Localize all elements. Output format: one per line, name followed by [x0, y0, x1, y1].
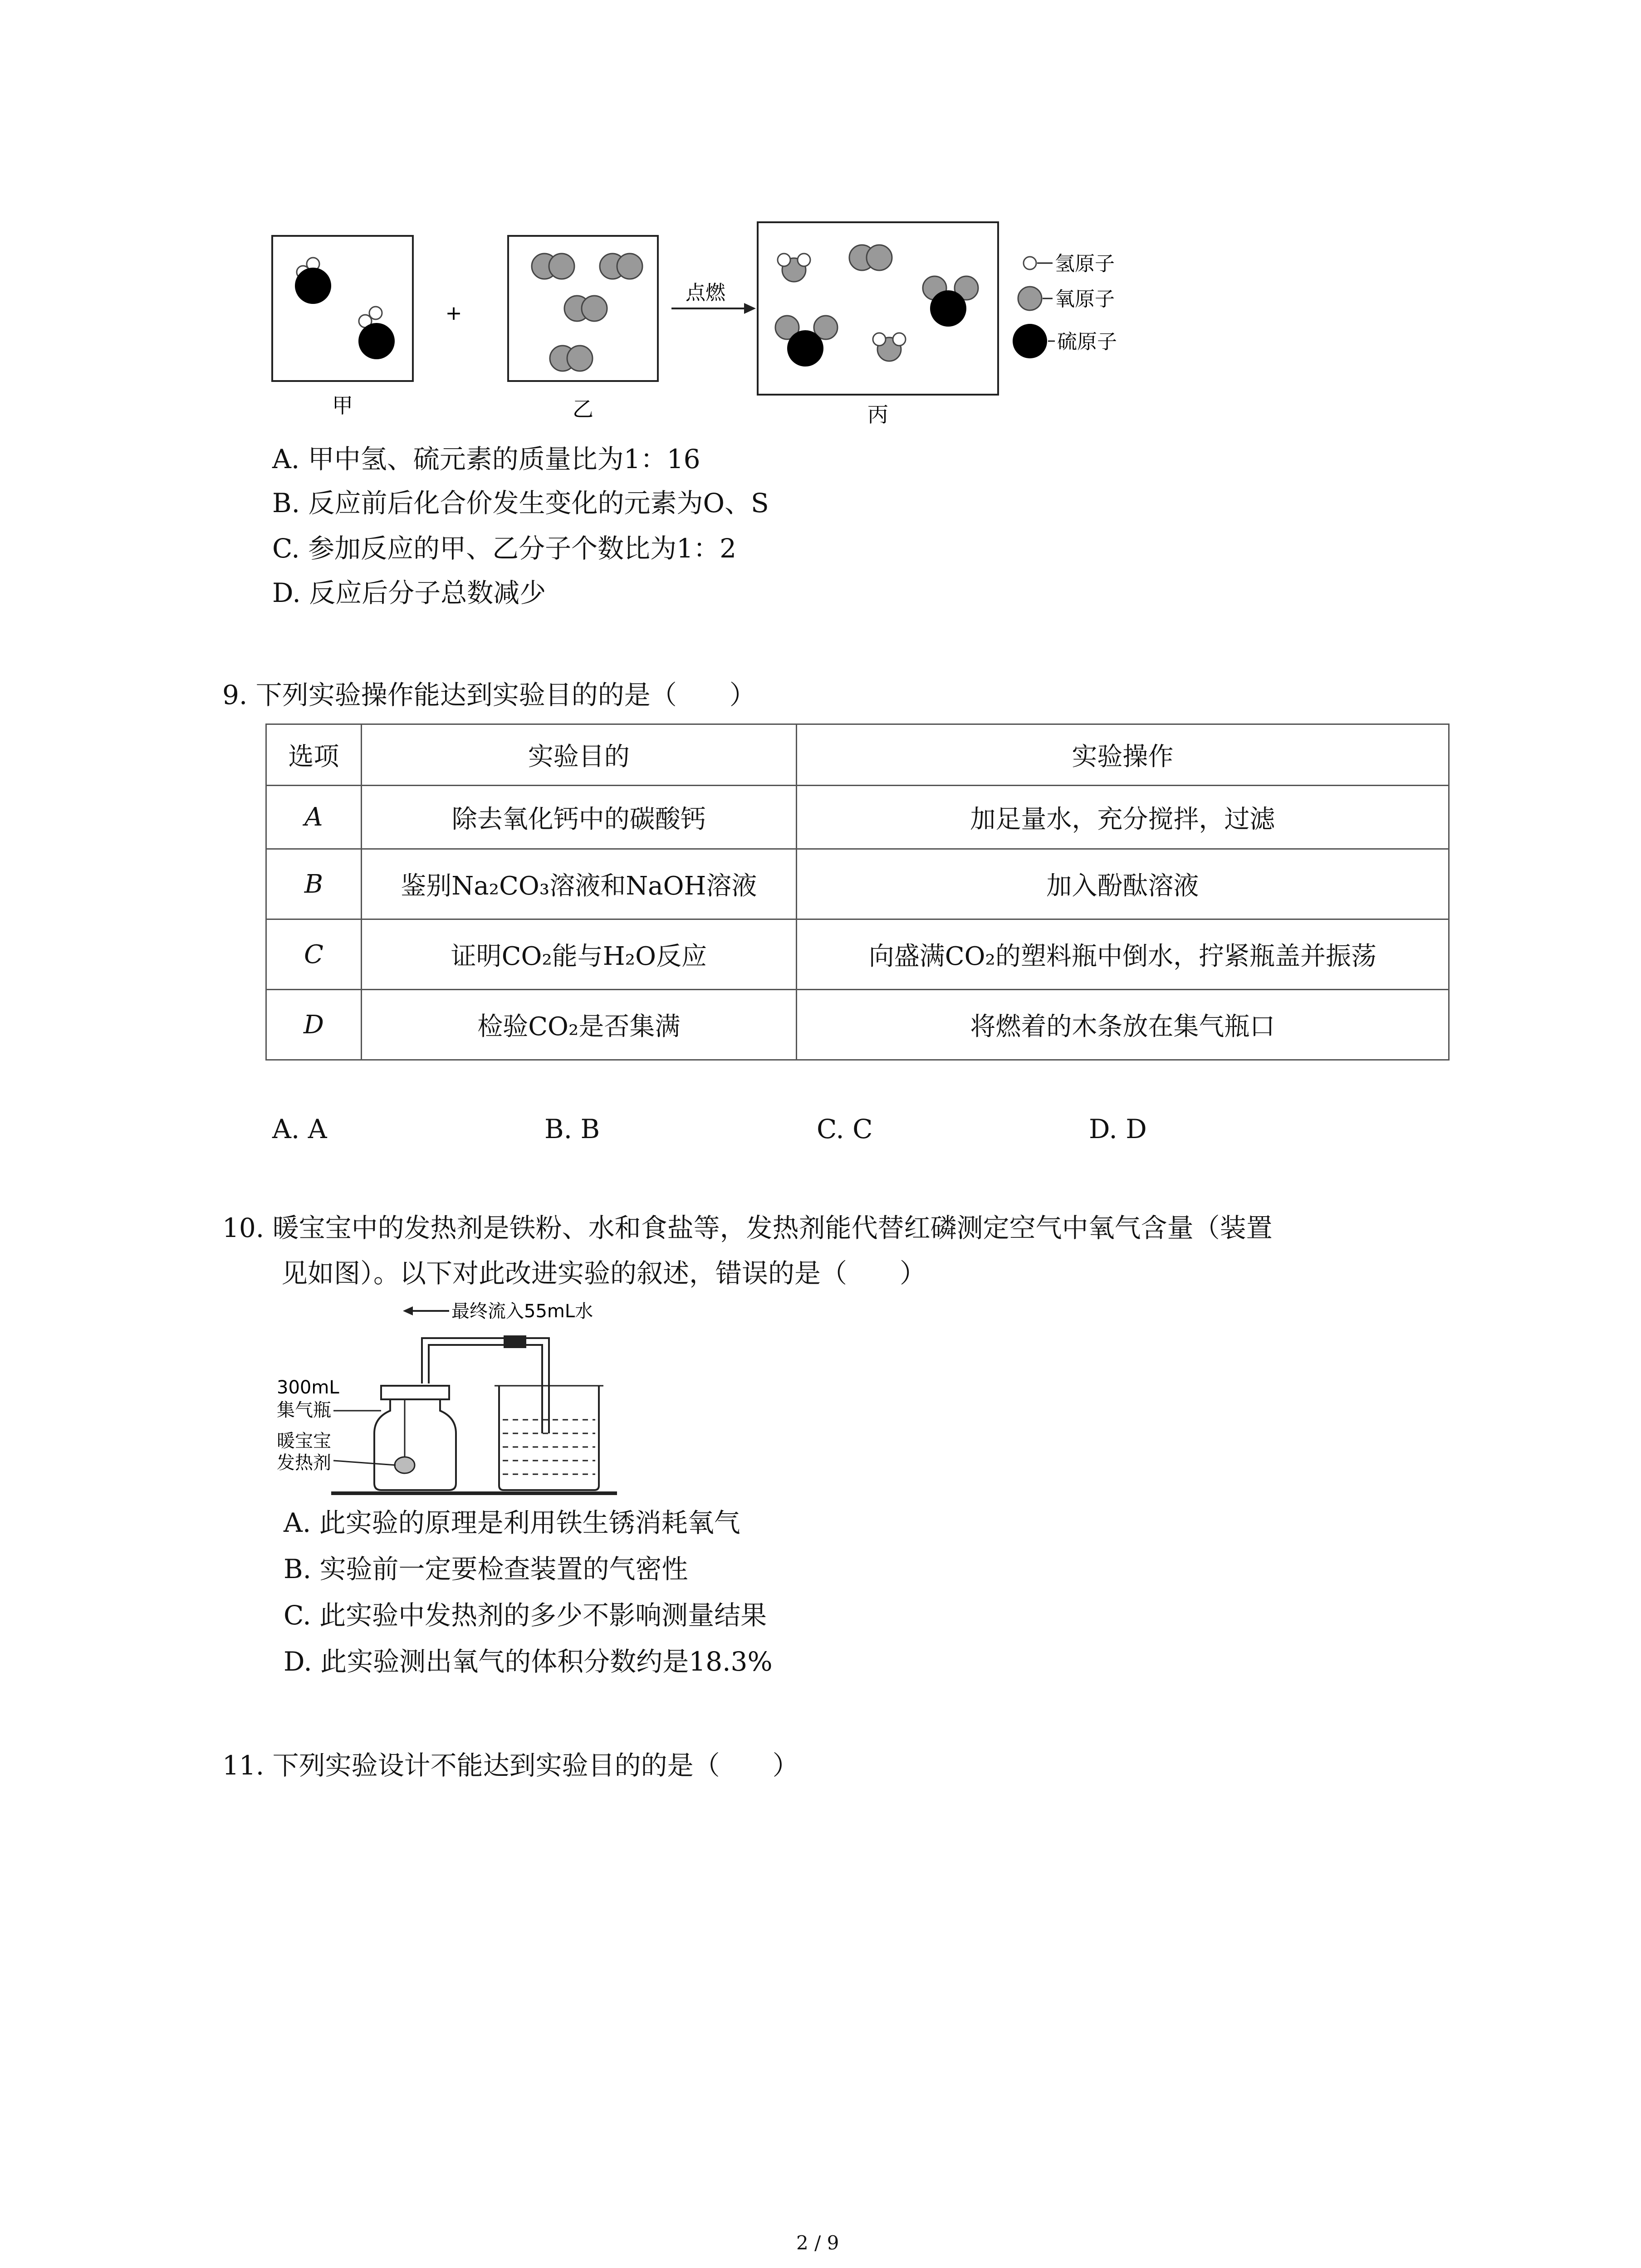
q9-choice-d: D. D [1089, 1114, 1147, 1144]
box-label-yi: 乙 [573, 397, 593, 421]
bottle-label-1: 300mL [277, 1377, 339, 1398]
table-cell: 鉴别Na₂CO₃溶液和NaOH溶液 [361, 849, 796, 919]
q9-choice-a: A. A [272, 1114, 327, 1144]
q8-option-a: A. 甲中氢、硫元素的质量比为1：16 [272, 444, 700, 474]
o2-molecules [532, 254, 642, 371]
collecting-bottle [374, 1399, 456, 1490]
q9-choice-b: B. B [544, 1114, 600, 1144]
table-cell: 将燃着的木条放在集气瓶口 [796, 990, 1449, 1060]
legend [1013, 252, 1117, 358]
legend-sulfur: 硫原子 [1057, 330, 1117, 353]
table-header-cell: 实验操作 [796, 724, 1449, 786]
q10-stem-line1: 10. 暖宝宝中的发热剂是铁粉、水和食盐等，发热剂能代替红磷测定空气中氧气含量（装置 [222, 1212, 1273, 1243]
table-cell: C [266, 919, 362, 990]
so2-molecule [775, 316, 838, 367]
stopper [381, 1386, 449, 1399]
table-header-row [266, 724, 1449, 786]
table-cell: D [266, 990, 362, 1060]
table-header-cell: 选项 [266, 724, 362, 786]
page-number: 2 / 9 [796, 2232, 839, 2254]
heater-label-2: 发热剂 [277, 1452, 331, 1473]
table-row [266, 786, 1449, 849]
bottle-label-2: 集气瓶 [277, 1400, 331, 1421]
table-row [266, 849, 1449, 919]
clamp [504, 1335, 526, 1348]
table-row [266, 919, 1449, 990]
heater-label-1: 暖宝宝 [277, 1431, 331, 1452]
legend-hydrogen: 氢原子 [1055, 252, 1115, 275]
table-cell: A [266, 786, 362, 849]
h2o-molecule [778, 254, 810, 282]
top-label: 最终流入55mL水 [451, 1301, 593, 1322]
o2-molecule [849, 245, 892, 270]
plus-sign: + [445, 302, 462, 325]
reaction-diagram [254, 213, 1207, 449]
q11-stem: 11. 下列实验设计不能达到实验目的的是（ ） [222, 1750, 799, 1781]
q8-option-c: C. 参加反应的甲、乙分子个数比为1：2 [272, 533, 736, 564]
heater-pack [395, 1457, 415, 1473]
table-cell: B [266, 849, 362, 919]
q8-option-b: B. 反应前后化合价发生变化的元素为O、S [272, 488, 769, 518]
q10-option-c: C. 此实验中发热剂的多少不影响测量结果 [284, 1600, 767, 1631]
table-cell: 除去氧化钙中的碳酸钙 [361, 786, 796, 849]
h2s-molecule [358, 307, 395, 359]
box-label-bing: 丙 [867, 402, 888, 427]
arrow-label: 点燃 [686, 281, 725, 304]
legend-oxygen: 氧原子 [1055, 288, 1115, 311]
table-cell: 加入酚酞溶液 [796, 849, 1449, 919]
table-row [266, 990, 1449, 1060]
table-cell: 证明CO₂能与H₂O反应 [361, 919, 796, 990]
apparatus-diagram [277, 1297, 622, 1501]
q9-stem: 9. 下列实验操作能达到实验目的的是（ ） [222, 679, 756, 710]
table-cell: 向盛满CO₂的塑料瓶中倒水，拧紧瓶盖并振荡 [796, 919, 1449, 990]
q10-option-b: B. 实验前一定要检查装置的气密性 [284, 1554, 688, 1584]
box-label-jia: 甲 [332, 393, 353, 418]
h2s-molecule [295, 258, 331, 304]
q10-option-d: D. 此实验测出氧气的体积分数约是18.3% [284, 1646, 773, 1677]
table-cell: 检验CO₂是否集满 [361, 990, 796, 1060]
q10-stem-line2: 见如图）。以下对此改进实验的叙述，错误的是（ ） [281, 1258, 926, 1289]
h2o-molecule [873, 333, 906, 361]
table-header-cell: 实验目的 [361, 724, 796, 786]
table-cell: 加足量水，充分搅拌，过滤 [796, 786, 1449, 849]
q9-table [265, 723, 1450, 1061]
q8-option-d: D. 反应后分子总数减少 [272, 577, 546, 608]
q9-choice-c: C. C [817, 1114, 873, 1144]
q10-option-a: A. 此实验的原理是利用铁生锈消耗氧气 [284, 1507, 740, 1538]
so2-molecule [923, 276, 978, 327]
